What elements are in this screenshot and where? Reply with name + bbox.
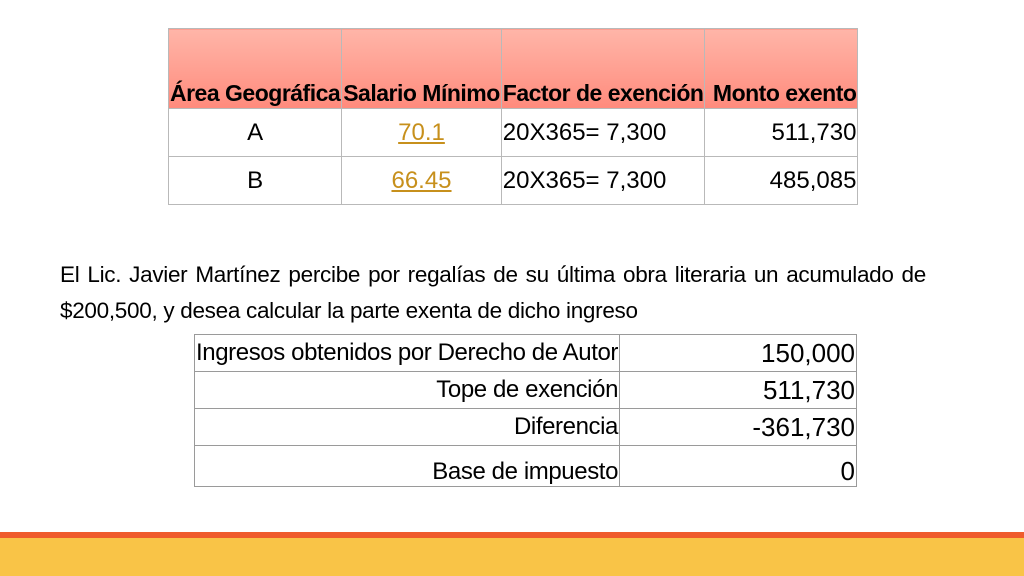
row-label: Tope de exención [195,372,620,409]
table-row [169,157,858,205]
table-row [169,109,858,157]
row-value: 511,730 [620,372,857,409]
problem-statement: El Lic. Javier Martínez percibe por regalías de su última obra literaria un acumulado de $200,500, y desea calcular la parte exenta de dicho ingreso [60,261,926,323]
cell-salario [342,109,502,157]
cell-factor: 20X365= 7,300 [501,157,705,205]
geographic-area-table [168,28,858,205]
header-area-geografica: Área Geográfica [169,29,342,109]
header-factor-exencion: Factor de exención [501,29,705,109]
cell-monto: 511,730 [705,109,858,157]
table-row [195,372,857,409]
cell-monto: 485,085 [705,157,858,205]
calculation-table [194,334,857,487]
table-row [195,446,857,487]
cell-area: A [169,109,342,157]
salario-link[interactable]: 70.1 [398,118,445,146]
cell-salario [342,157,502,205]
cell-factor: 20X365= 7,300 [501,109,705,157]
row-value: 0 [620,446,857,487]
table-header-row [169,29,858,109]
row-label: Base de impuesto [195,446,620,487]
row-value: 150,000 [620,335,857,372]
table-row [195,335,857,372]
header-monto-exento: Monto exento [705,29,858,109]
row-label: Ingresos obtenidos por Derecho de Autor [195,335,620,372]
header-salario-minimo: Salario Mínimo [342,29,502,109]
cell-area: B [169,157,342,205]
footer-bar [0,538,1024,576]
row-label: Diferencia [195,409,620,446]
table-row [195,409,857,446]
salario-link[interactable]: 66.45 [391,166,452,194]
row-value: -361,730 [620,409,857,446]
